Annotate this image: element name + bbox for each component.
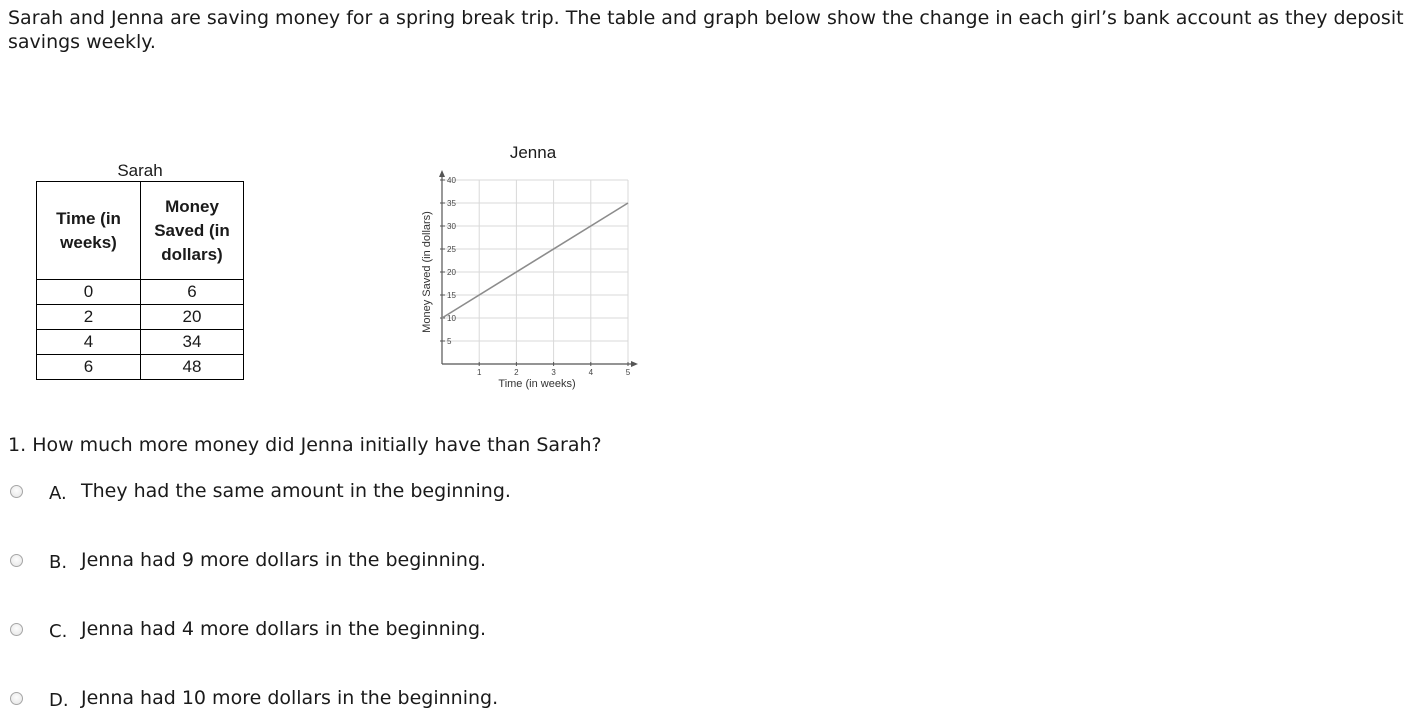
answer-option-c[interactable]	[8, 616, 486, 642]
series-line	[442, 203, 628, 318]
sarah-table-block	[36, 160, 244, 380]
table-row	[37, 280, 244, 305]
question-text	[8, 433, 602, 457]
y-tick-label: 20	[447, 268, 456, 277]
answer-option-d[interactable]	[8, 685, 498, 711]
radio-button[interactable]	[10, 623, 23, 636]
y-axis-label: Money Saved (in dollars)	[421, 211, 433, 333]
jenna-graph	[412, 138, 652, 398]
chart-grid	[442, 180, 628, 364]
x-tick-label: 5	[625, 368, 631, 377]
radio-button[interactable]	[10, 554, 23, 567]
sarah-table	[36, 181, 244, 380]
option-letter: D.	[49, 689, 69, 711]
x-tick-label: 3	[551, 368, 556, 377]
y-tick-label: 10	[447, 314, 456, 323]
answer-option-b[interactable]	[8, 547, 486, 573]
x-tick-label: 4	[588, 368, 594, 377]
x-tick-label: 2	[514, 368, 519, 377]
y-tick-label: 40	[447, 176, 456, 185]
y-tick-label: 30	[447, 222, 456, 231]
option-letter: C.	[49, 620, 68, 642]
table-row	[37, 330, 244, 355]
x-axis-label: Time (in weeks)	[498, 378, 576, 390]
problem-prompt: Sarah and Jenna are saving money for a spring break trip. The table and graph below show the change in each girl’s bank account as they deposit savings weekly.	[8, 7, 1404, 53]
chart-title: Jenna	[509, 143, 557, 162]
time-cell: 4	[37, 330, 141, 355]
y-tick-label: 35	[447, 199, 456, 208]
y-tick-label: 15	[447, 291, 456, 300]
y-tick-label: 5	[447, 337, 452, 346]
x-tick-label: 1	[476, 368, 482, 377]
time-cell: 2	[37, 305, 141, 330]
sarah-header-time: Time (in weeks)	[37, 182, 141, 280]
y-axis-arrow	[439, 170, 445, 177]
question-body: How much more money did Jenna initially have than Sarah?	[32, 434, 602, 456]
chart-axes	[439, 170, 638, 367]
sarah-table-caption: Sarah	[117, 161, 163, 180]
money-cell: 20	[141, 305, 244, 330]
question-number: 1.	[8, 434, 27, 456]
table-row	[37, 355, 244, 380]
option-text: They had the same amount in the beginning.	[81, 480, 511, 502]
answer-option-a[interactable]	[8, 478, 511, 504]
option-text: Jenna had 9 more dollars in the beginning.	[81, 549, 487, 571]
x-axis-arrow	[631, 361, 638, 367]
table-row	[37, 305, 244, 330]
time-cell: 0	[37, 280, 141, 305]
sarah-header-money: Money Saved (in dollars)	[141, 182, 244, 280]
money-cell: 48	[141, 355, 244, 380]
option-letter: B.	[49, 551, 68, 573]
radio-button[interactable]	[10, 485, 23, 498]
option-letter: A.	[49, 482, 67, 504]
y-tick-label: 25	[447, 245, 456, 254]
money-cell: 6	[141, 280, 244, 305]
time-cell: 6	[37, 355, 141, 380]
chart-series	[442, 203, 628, 318]
option-text: Jenna had 4 more dollars in the beginning.	[81, 618, 487, 640]
option-text: Jenna had 10 more dollars in the beginning.	[81, 687, 499, 709]
radio-button[interactable]	[10, 692, 23, 705]
money-cell: 34	[141, 330, 244, 355]
